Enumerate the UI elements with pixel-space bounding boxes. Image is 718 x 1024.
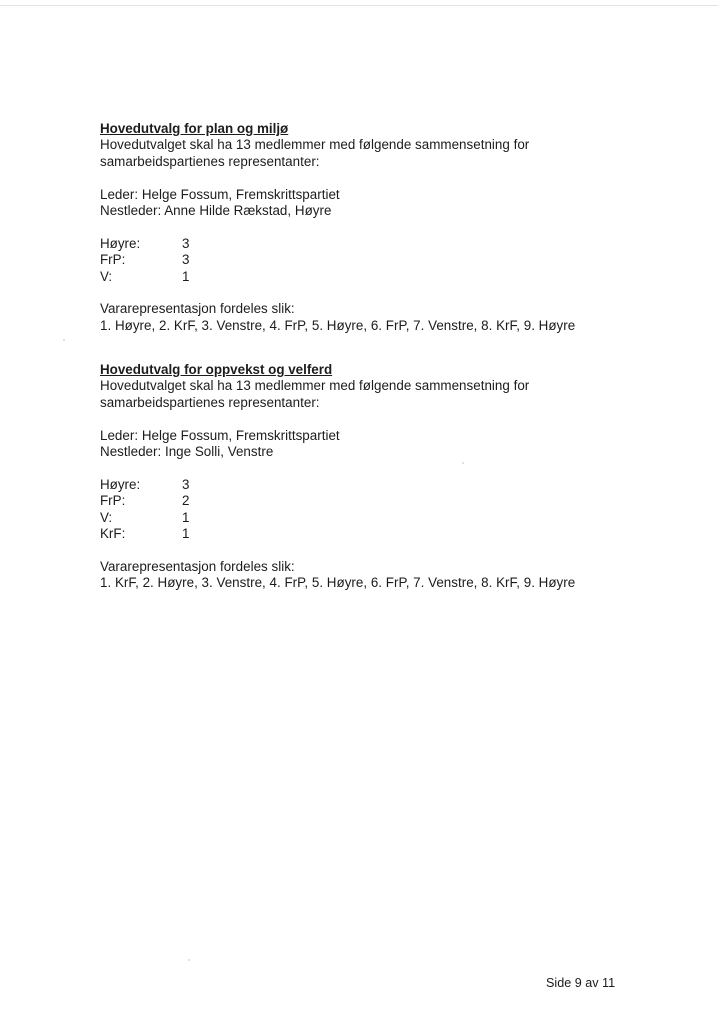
seat-count: 3 [182, 235, 190, 251]
intro-line: Hovedutvalget skal ha 13 medlemmer med følgende sammensetning for [100, 137, 530, 153]
section-oppvekst-og-velferd [100, 362, 660, 592]
party-label: Høyre: [100, 235, 141, 251]
leader-line: Leder: Helge Fossum, Fremskrittspartiet [100, 427, 340, 443]
scan-speck [63, 339, 65, 341]
deputies-order: 1. KrF, 2. Høyre, 3. Venstre, 4. FrP, 5. Høyre, 6. FrP, 7. Venstre, 8. KrF, 9. Høyre [100, 575, 576, 591]
deputies-intro: Vararepresentasjon fordeles slik: [100, 301, 295, 317]
seat-count: 1 [182, 268, 190, 284]
deputy-leader-line: Nestleder: Anne Hilde Rækstad, Høyre [100, 203, 332, 219]
seat-row [100, 252, 660, 268]
section-heading: Hovedutvalg for oppvekst og velferd [100, 362, 333, 377]
party-label: V: [100, 268, 113, 284]
scan-top-edge [0, 5, 718, 6]
leader-line: Leder: Helge Fossum, Fremskrittspartiet [100, 186, 340, 202]
seat-row [100, 236, 660, 252]
seat-count: 3 [182, 476, 190, 492]
seat-row [100, 477, 660, 493]
deputy-leader-line: Nestleder: Inge Solli, Venstre [100, 444, 274, 460]
seat-row [100, 493, 660, 509]
deputies-intro: Vararepresentasjon fordeles slik: [100, 558, 295, 574]
party-label: FrP: [100, 252, 126, 268]
party-label: FrP: [100, 493, 126, 509]
seat-row [100, 526, 660, 542]
intro-line: Hovedutvalget skal ha 13 medlemmer med følgende sammensetning for [100, 378, 530, 394]
deputies-order: 1. Høyre, 2. KrF, 3. Venstre, 4. FrP, 5. Høyre, 6. FrP, 7. Venstre, 8. KrF, 9. Høyre [100, 317, 576, 333]
seat-row [100, 269, 660, 285]
page-number: Side 9 av 11 [546, 976, 616, 990]
scan-speck [462, 462, 464, 464]
seat-count: 1 [182, 526, 190, 542]
scan-speck [188, 959, 190, 961]
party-label: KrF: [100, 526, 126, 542]
section-plan-og-miljo [100, 121, 660, 334]
section-heading: Hovedutvalg for plan og miljø [100, 121, 289, 136]
seat-count: 2 [182, 493, 190, 509]
seat-count: 1 [182, 509, 190, 525]
intro-line: samarbeidspartienes representanter: [100, 394, 320, 410]
seat-count: 3 [182, 252, 190, 268]
intro-line: samarbeidspartienes representanter: [100, 153, 320, 169]
party-label: V: [100, 509, 113, 525]
seat-row [100, 510, 660, 526]
party-label: Høyre: [100, 476, 141, 492]
